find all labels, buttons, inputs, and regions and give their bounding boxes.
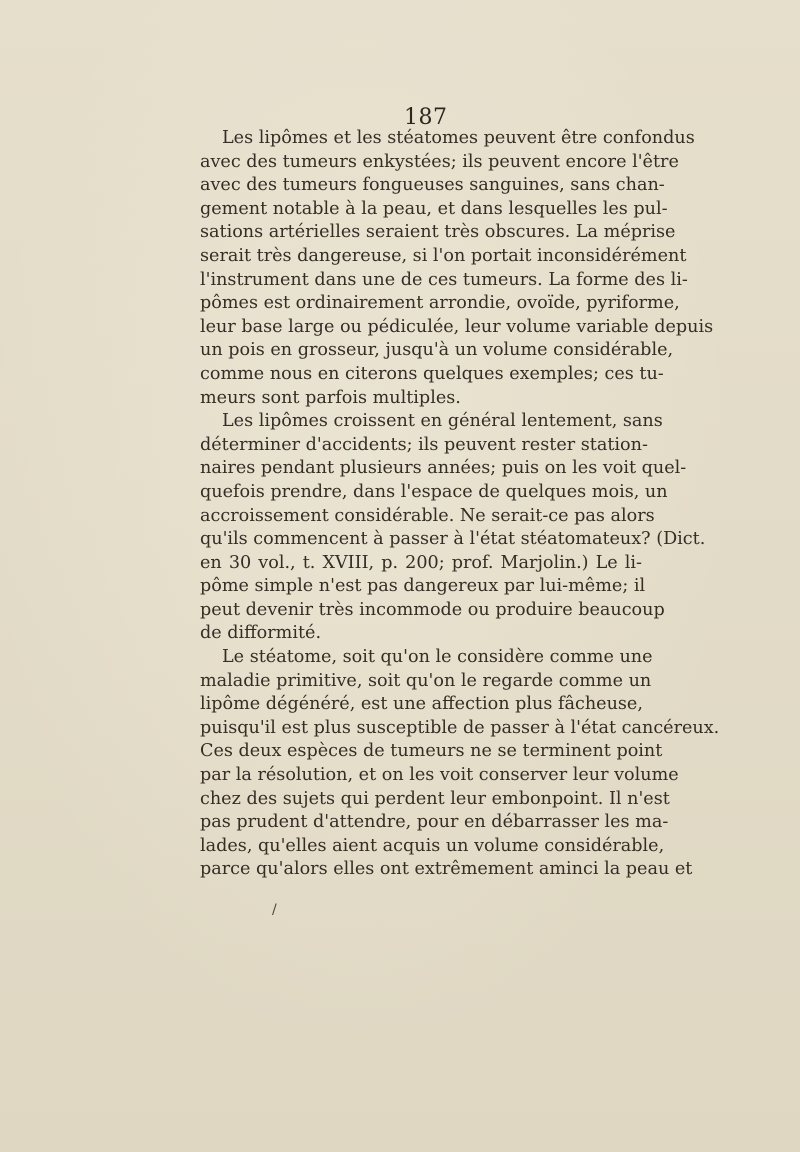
text-line: déterminer d'accidents; ils peuvent rester station- xyxy=(200,434,648,455)
text-line: par la résolution, et on les voit conserver leur volume xyxy=(200,765,679,786)
text-line: avec des tumeurs enkystées; ils peuvent encore l'être xyxy=(200,151,679,172)
text-line: avec des tumeurs fongueuses sanguines, sans chan- xyxy=(200,175,665,196)
text-line: Ces deux espèces de tumeurs ne se terminent point xyxy=(200,741,663,762)
text-line: l'instrument dans une de ces tumeurs. La forme des li- xyxy=(200,269,688,290)
text-line: puisqu'il est plus susceptible de passer à l'état cancéreux. xyxy=(200,717,720,738)
text-line: chez des sujets qui perdent leur embonpoint. Il n'est xyxy=(200,788,670,809)
text-line: de difformité. xyxy=(200,623,322,644)
text-line: lipôme dégénéré, est une affection plus fâcheuse, xyxy=(200,694,643,715)
text-line: maladie primitive, soit qu'on le regarde comme un xyxy=(200,670,652,691)
text-line: pômes est ordinairement arrondie, ovoïde, pyriforme, xyxy=(200,293,680,314)
text-line: meurs sont parfois multiples. xyxy=(200,387,461,408)
text-line: Le stéatome, soit qu'on le considère comme une xyxy=(222,647,653,668)
text-line: sations artérielles seraient très obscures. La méprise xyxy=(200,222,676,243)
text-line: gement notable à la peau, et dans lesquelles les pul- xyxy=(200,198,668,219)
text-line: Les lipômes et les stéatomes peuvent être confondus xyxy=(222,128,695,148)
page-number: 187 xyxy=(404,105,448,130)
text-line: parce qu'alors elles ont extrêmement aminci la peau et xyxy=(200,859,693,880)
stray-mark: / xyxy=(272,902,277,918)
text-line: serait très dangereuse, si l'on portait inconsidérément xyxy=(200,245,687,266)
text-line: quefois prendre, dans l'espace de quelques mois, un xyxy=(200,481,668,502)
body-text xyxy=(200,127,720,882)
text-line: leur base large ou pédiculée, leur volume variable depuis xyxy=(200,316,714,337)
text-line: accroissement considérable. Ne serait-ce pas alors xyxy=(200,505,655,526)
text-line: pas prudent d'attendre, pour en débarrasser les ma- xyxy=(200,812,669,833)
text-line: pôme simple n'est pas dangereux par lui-même; il xyxy=(200,576,646,597)
text-line: qu'ils commencent à passer à l'état stéatomateux? (Dict. xyxy=(200,529,706,550)
text-line: peut devenir très incommode ou produire beaucoup xyxy=(200,599,665,620)
text-line: Les lipômes croissent en général lentement, sans xyxy=(222,411,663,432)
text-line: lades, qu'elles aient acquis un volume considérable, xyxy=(200,835,665,856)
text-line: en 30 vol., t. XVIII, p. 200; prof. Marjolin.) Le li- xyxy=(200,552,642,573)
text-line: naires pendant plusieurs années; puis on les voit quel- xyxy=(200,458,687,479)
text-line: comme nous en citerons quelques exemples; ces tu- xyxy=(200,363,664,384)
text-line: un pois en grosseur, jusqu'à un volume considérable, xyxy=(200,340,674,361)
